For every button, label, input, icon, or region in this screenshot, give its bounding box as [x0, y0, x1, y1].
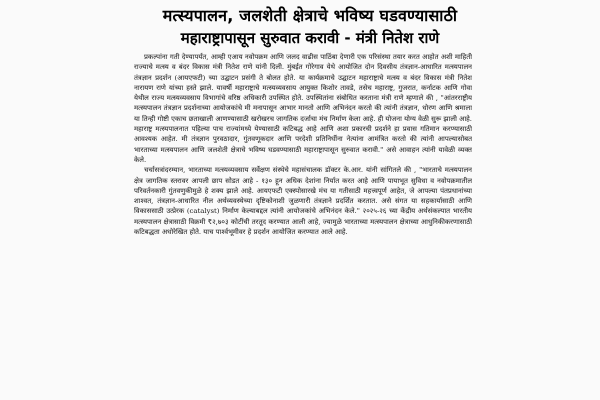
headline-line-2: महाराष्ट्रापासून सुरुवात करावी - मंत्री नितेश राणे	[180, 29, 440, 47]
article-paragraph: चर्चासत्रांदरम्यान, भारताच्या मत्स्यव्यवसाय सर्वेक्षण संस्थेचे महासंचालक डॉक्टर के.आर. यांनी सांगितले की , "भारताचे मत्स्यपालन क्षेत्र जागतिक स्तरावर आपली छाप सोडत आहे - १३० हून अधिक देशांना निर्यात करत आहे आणि पायाभूत सुविधा व नवोपक्रमातील परिवर्तनकारी गुंतवणुकीमुळे हे शक्य झाले आहे. आयएफटी एक्स्पोसारखे मंच या गतीसाठी महत्त्वपूर्ण आहेत, जे आपल्या पंतप्रधानांच्या शाश्वत, तंत्रज्ञान-आधारित नील अर्थव्यवस्थेच्या दृष्टिकोनाशी जुळणारी तंत्रज्ञाने प्रदर्शित करतात. असे संगत या सहकार्यासाठी आणि विकाससाठी उत्प्रेरक (catalyst) निर्माण केल्याबद्दल त्यांनी आयोजकांचे अभिनंदन केले." २०२५-२६ च्या केंद्रीय अर्थसंकल्पात भारतीय मत्स्यपालन क्षेत्रासाठी विक्रमी ₹२,७०३ कोटींची तरतूद करण्यात आली आहे, ज्यामुळे भारताच्या मत्स्यपालन क्षेत्राच्या आधुनिकीकरणासाठी कटिबद्धता अधोरेखित होते. याच पार्श्वभूमीवर हे प्रदर्शन आयोजित करण्यात आले आहे.	[134, 166, 472, 237]
article-body	[134, 52, 472, 398]
article-headline	[150, 6, 470, 48]
headline-line-1: मत्स्यपालन, जलशेती क्षेत्राचे भविष्य घडवण्यासाठी	[162, 6, 458, 25]
article-paragraph: प्रकल्पांना गती देण्यापर्यंत, आम्ही एआय नवोपक्रम आणि जलद वाढीस पाठिंबा देणारी एक परिसंस्था तयार करत आहोत अशी माहिती राज्याचे मत्स्य व बंदर विकास मंत्री नितेश राणे यांनी दिली. मुंबईत गोरेगाव येथे आयोजित दोन दिवसीय तंत्रज्ञान-आधारित मत्स्यपालन तंत्रज्ञान प्रदर्शन (आयएफटी) च्या उद्घाटन प्रसंगी ते बोलत होते. या कार्यक्रमाचे उद्घाटन महाराष्ट्राचे मत्स्य व बंदर विकास मंत्री नितेश नारायण राणे यांच्या हस्ते झाले. यावर्षी महाराष्ट्राचे मत्स्यव्यवसाय आयुक्त किशोर तावडे, तसेच महाराष्ट्र, गुजरात, कर्नाटक आणि गोवा येथील राज्य मत्स्यव्यवसाय विभागांचे वरिष्ठ अधिकारी उपस्थित होते. उपस्थितांना संबोधित करताना मंत्री राणे म्हणाले की , "आंतरराष्ट्रीय मत्स्यपालन तंत्रज्ञान प्रदर्शनाच्या आयोजकांचे मी मनापासून आभार मानतो आणि अभिनंदन करतो की त्यांनी तंत्रज्ञान, धोरण आणि श्रमाला या तिन्ही गोष्टी एकाच छताखाली आणण्यासाठी खरोखरच जागतिक दर्जाचा मंच निर्माण केला आहे. ही योजना योग्य वेळी सुरू झाली आहे. महाराष्ट्र मत्स्यपालनात पहिल्या पाच राज्यांमध्ये येण्यासाठी कटिबद्ध आहे आणि अशा प्रकारची प्रदर्शने हा प्रवास गतिमान करण्यासाठी आवश्यक आहेत. मी तंत्रज्ञान पुरवठादार, गुंतवणूकदार आणि परदेशी प्रतिनिधींना नेत्यांना आमंत्रित करतो की त्यांनी आपल्यासोबत भारताच्या मत्स्यपालन आणि जलशेती क्षेत्राचे भविष्य घडवण्यासाठी महाराष्ट्रापासून सुरुवात करावी." असे आवाहन त्यांनी यावेळी व्यक्त केले.	[134, 53, 472, 164]
